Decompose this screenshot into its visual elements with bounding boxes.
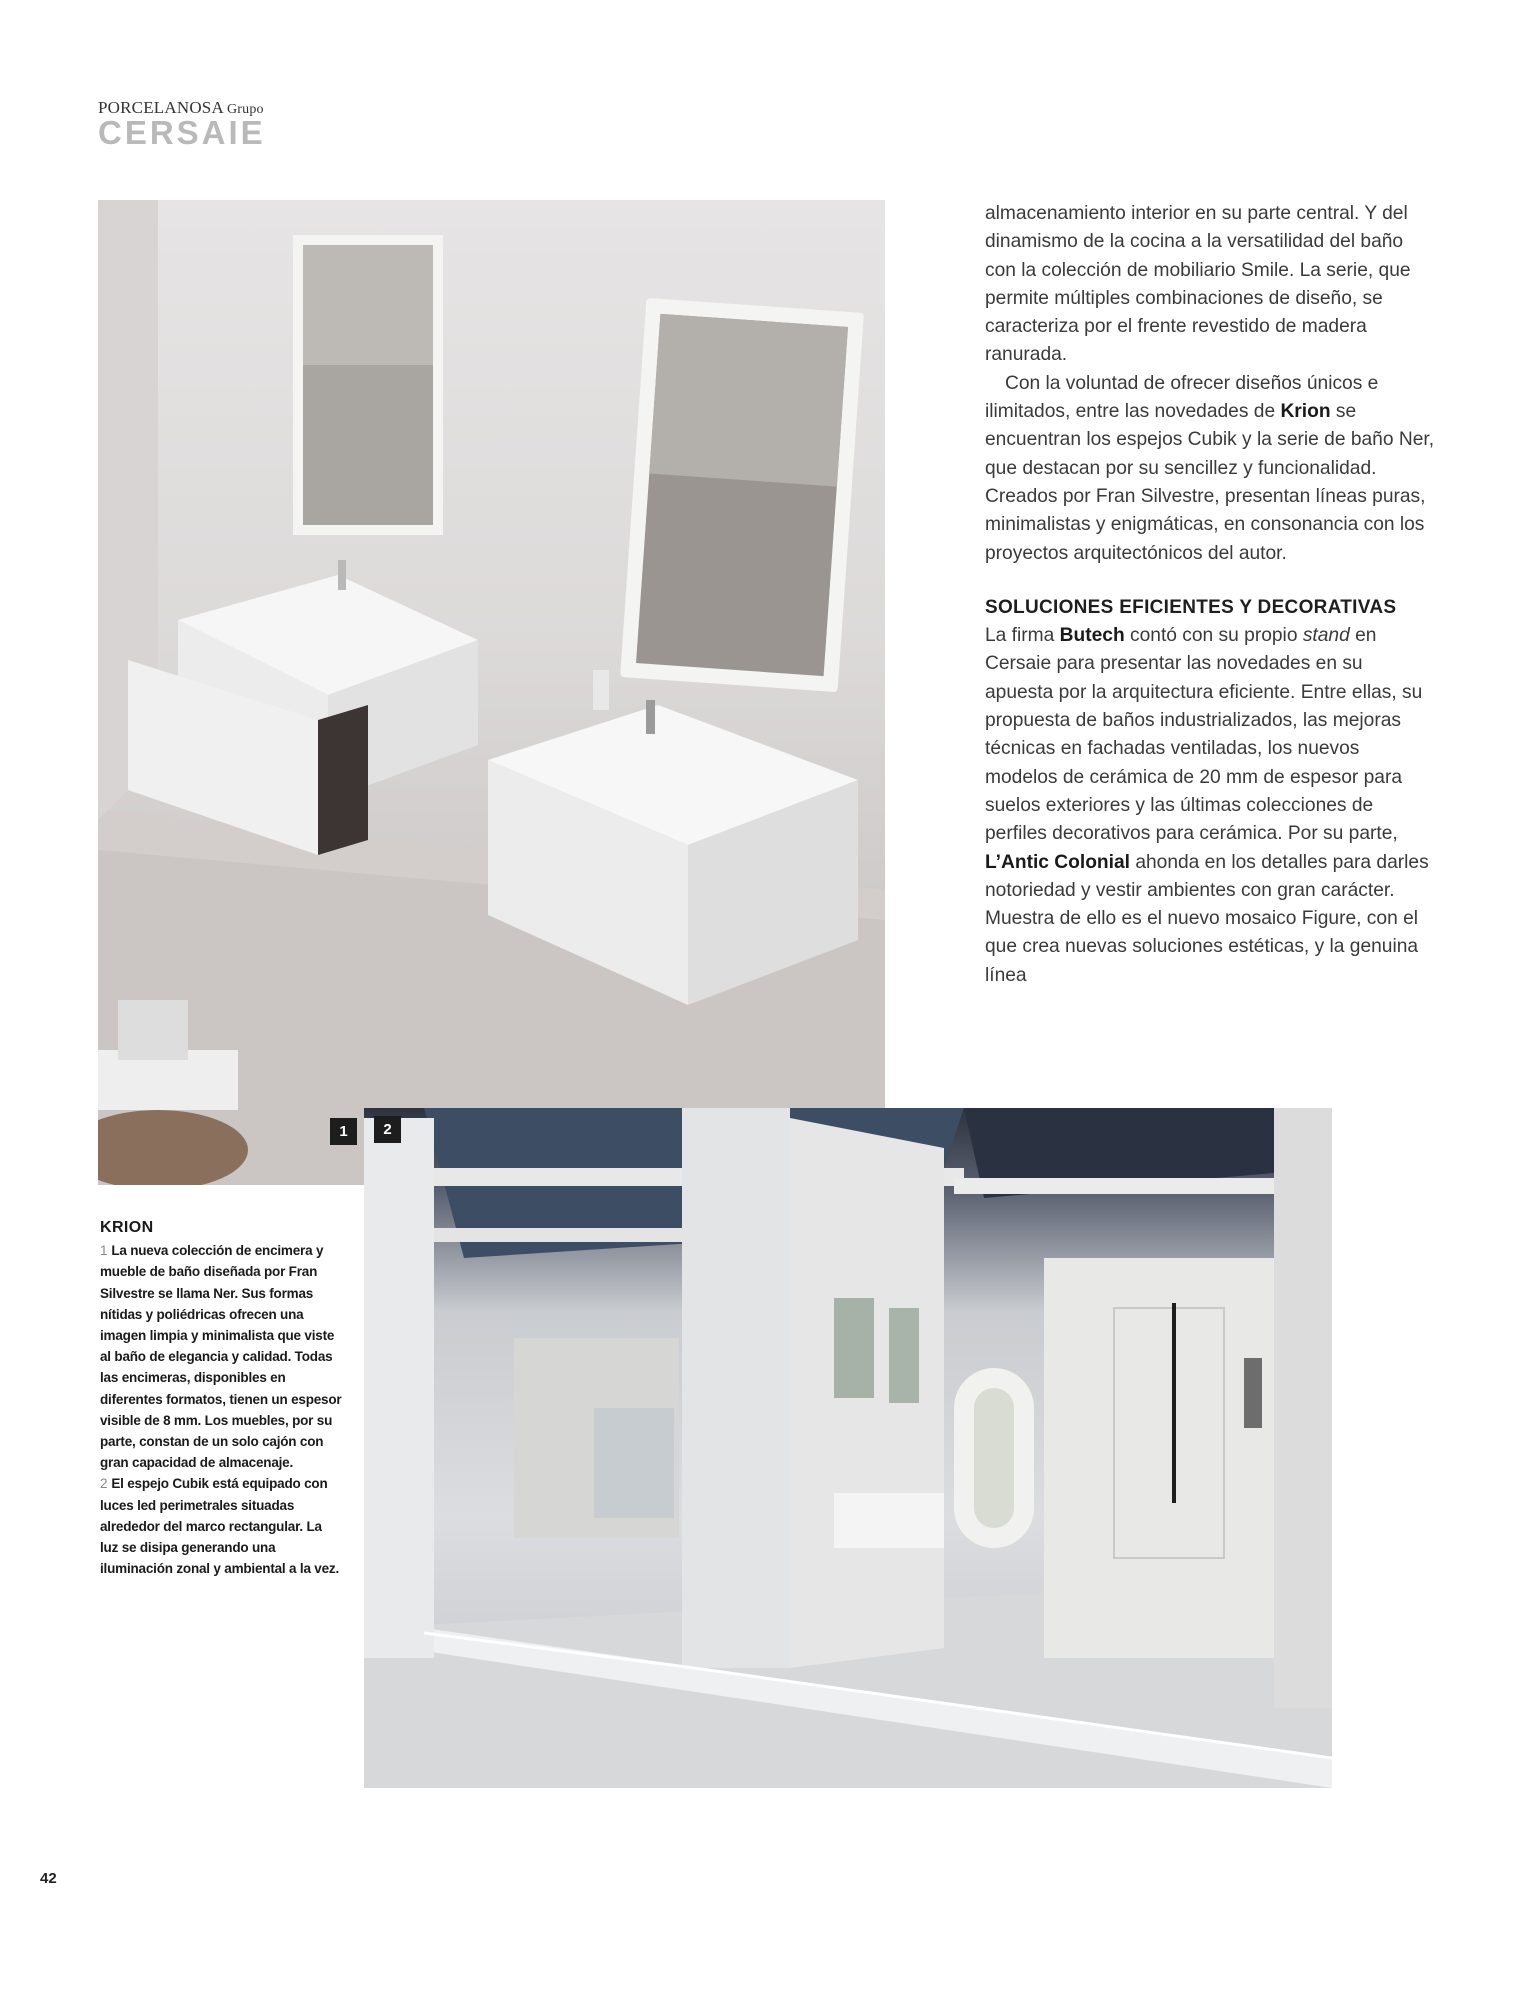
masthead xyxy=(98,98,266,149)
caption-item-2 xyxy=(100,1473,342,1579)
page-number: 42 xyxy=(40,1870,57,1887)
paragraph-2-text-a: Con la voluntad de ofrecer diseños únicos e ilimitados, entre las novedades de xyxy=(985,372,1379,423)
paragraph-1: almacenamiento interior en su parte central. Y del dinamismo de la cocina a la versatilidad del baño con la colección de mobiliario Smile. La serie, que permite múltiples combinaciones de diseño, se caracteriza por el frente revestido de madera ranurada. xyxy=(985,203,1411,366)
bathroom-vanity-illustration xyxy=(98,200,885,1185)
showroom-photo xyxy=(364,1108,1332,1788)
brand-suffix: Grupo xyxy=(226,102,264,117)
photo-1-badge: 1 xyxy=(330,1118,357,1145)
paragraph-2-text-b: se encuentran los espejos Cubik y la serie de baño Ner, que destacan por su sencillez y funcionalidad. Creados por Fran Silvestre, presentan líneas puras, minimalistas y enigmáticas, en consonancia con los proyectos arquitectónicos del autor. xyxy=(985,401,1435,564)
caption-text-1: La nueva colección de encimera y mueble de baño diseñada por Fran Silvestre se llama Ner. Sus formas nítidas y poliédricas ofrecen una imagen limpia y minimalista que viste al baño de elegancia y calidad. Todas las encimeras, disponibles en diferentes formatos, tienen un espesor visible de 8 mm. Los muebles, por su parte, constan de un solo cajón con gran capacidad de almacenaje. xyxy=(100,1243,342,1471)
caption-item-1 xyxy=(100,1240,342,1473)
paragraph-3-text-d: ahonda en los detalles para darles notoriedad y vestir ambientes con gran carácter. Muestra de ello es el nuevo mosaico Figure, con el que crea nuevas soluciones estéticas, y la genuina línea xyxy=(985,851,1429,986)
italic-stand: stand xyxy=(1302,625,1350,647)
photo-2-badge: 2 xyxy=(374,1116,401,1143)
brand-krion: Krion xyxy=(1280,401,1331,423)
caption-title: KRION xyxy=(100,1219,154,1236)
paragraph-3-text-b: contó con su propio xyxy=(1124,625,1303,647)
paragraph-3-text-c: en Cersaie para presentar las novedades en su apuesta por la arquitectura eficiente. Entre ellas, su propuesta de baños industrializados, las mejoras técnicas en fachadas ventiladas, los nuevos modelos de cerámica de 20 mm de espesor para suelos exteriores y las últimas colecciones de perfiles decorativos para cerámica. Por su parte, xyxy=(985,625,1423,845)
brand-butech: Butech xyxy=(1059,625,1125,647)
bathroom-vanity-photo xyxy=(98,200,885,1185)
paragraph-3 xyxy=(985,622,1435,990)
brand-name: PORCELANOSA xyxy=(98,98,224,117)
section-title: CERSAIE xyxy=(98,114,266,151)
showroom-illustration xyxy=(364,1108,1332,1788)
subheading: SOLUCIONES EFICIENTES Y DECORATIVAS xyxy=(985,596,1397,618)
caption-number-1: 1 xyxy=(100,1243,108,1259)
paragraph-3-text-a: La firma xyxy=(985,625,1060,647)
caption-number-2: 2 xyxy=(100,1476,108,1492)
article-body xyxy=(985,200,1435,990)
photo-caption xyxy=(100,1217,342,1579)
paragraph-2 xyxy=(985,370,1435,568)
brand-lantic-colonial: L’Antic Colonial xyxy=(985,851,1130,873)
caption-text-2: El espejo Cubik está equipado con luces led perimetrales situadas alrededor del marco rectangular. La luz se disipa generando una iluminación zonal y ambiental a la vez. xyxy=(100,1476,340,1577)
